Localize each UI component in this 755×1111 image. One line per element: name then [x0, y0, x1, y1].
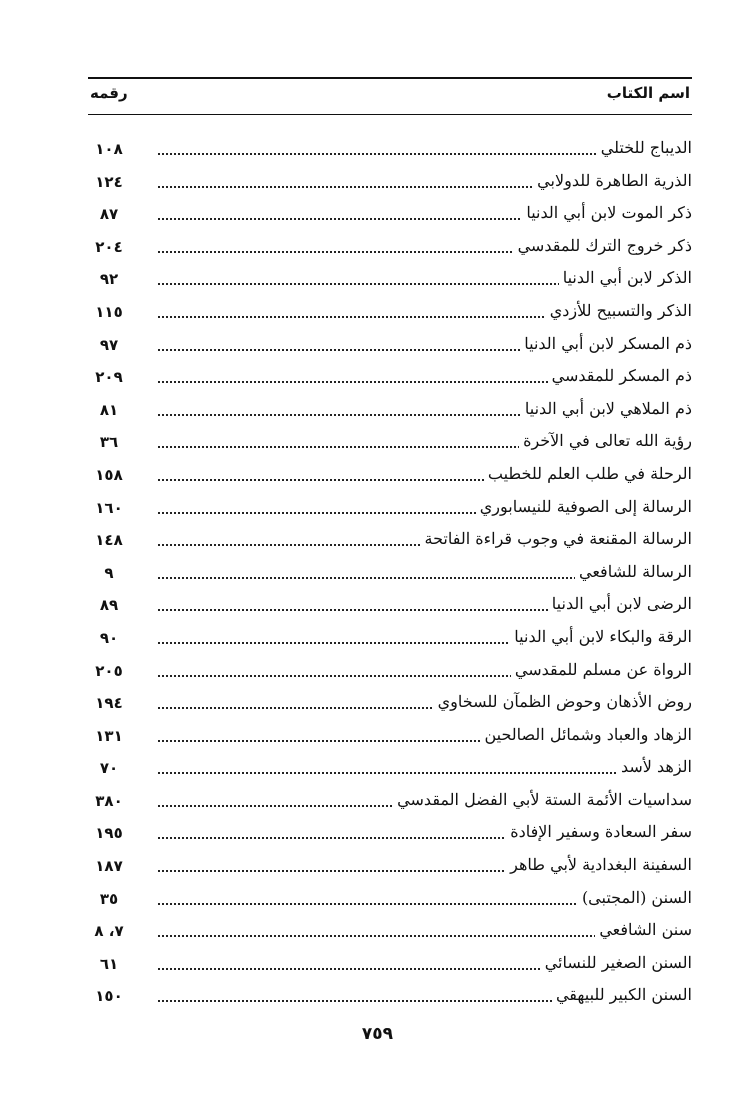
- entry-title: الرقة والبكاء لابن أبي الدنيا: [510, 627, 692, 646]
- entry-number: ٨٧: [88, 205, 130, 223]
- index-entry: [88, 590, 692, 623]
- entry-title: الذكر لابن أبي الدنيا: [559, 268, 692, 287]
- index-entry: [88, 330, 692, 363]
- entry-title: ذكر خروج الترك للمقدسي: [514, 236, 692, 255]
- book-index-list: [88, 134, 692, 1014]
- entry-title: الذكر والتسبيح للأزدي: [546, 301, 692, 320]
- index-entry: [88, 558, 692, 591]
- entry-number: ١٩٤: [88, 694, 130, 712]
- entry-number: ٩٠: [88, 629, 130, 647]
- index-entry: [88, 362, 692, 395]
- entry-title: روض الأذهان وحوض الظمآن للسخاوي: [434, 692, 692, 711]
- index-entry: [88, 656, 692, 689]
- entry-title: الذرية الطاهرة للدولابي: [533, 171, 692, 190]
- entry-number: ١٥٠: [88, 987, 130, 1005]
- entry-number: ٩٧: [88, 336, 130, 354]
- entry-number: ١٤٨: [88, 531, 130, 549]
- index-entry: [88, 167, 692, 200]
- entry-title: الرسالة المقنعة في وجوب قراءة الفاتحة: [420, 529, 692, 548]
- entry-number: ١٥٨: [88, 466, 130, 484]
- index-entry: [88, 721, 692, 754]
- index-entry: [88, 851, 692, 884]
- entry-number: ١٣١: [88, 727, 130, 745]
- entry-title: سفر السعادة وسفير الإفادة: [506, 822, 692, 841]
- entry-number: ١٩٥: [88, 824, 130, 842]
- index-entry: [88, 884, 692, 917]
- book-title-column-heading: اسم الكتاب: [606, 84, 690, 102]
- entry-title: ذم المسكر للمقدسي: [548, 366, 692, 385]
- entry-title: ذم المسكر لابن أبي الدنيا: [520, 334, 692, 353]
- index-entry: [88, 264, 692, 297]
- entry-number: ١٠٨: [88, 140, 130, 158]
- index-entry: [88, 134, 692, 167]
- entry-number: ٦١: [88, 955, 130, 973]
- entry-title: الرحلة في طلب العلم للخطيب: [484, 464, 692, 483]
- index-entry: [88, 232, 692, 265]
- entry-title: الزهاد والعباد وشمائل الصالحين: [480, 725, 692, 744]
- index-entry: [88, 786, 692, 819]
- index-entry: [88, 493, 692, 526]
- entry-title: السنن (المجتبى): [578, 888, 692, 907]
- index-entry: [88, 688, 692, 721]
- entry-title: الرسالة للشافعي: [575, 562, 692, 581]
- entry-title: ذكر الموت لابن أبي الدنيا: [522, 203, 692, 222]
- entry-number: ٣٦: [88, 433, 130, 451]
- entry-title: الرضى لابن أبي الدنيا: [548, 594, 692, 613]
- index-entry: [88, 623, 692, 656]
- entry-number: ٨١: [88, 401, 130, 419]
- entry-number: ١١٥: [88, 303, 130, 321]
- index-entry: [88, 395, 692, 428]
- index-entry: [88, 753, 692, 786]
- index-entry: [88, 525, 692, 558]
- entry-title: سنن الشافعي: [595, 920, 692, 939]
- entry-number: ٧، ٨: [88, 922, 130, 940]
- entry-number: ١٢٤: [88, 173, 130, 191]
- entry-number: ٩: [88, 564, 130, 582]
- entry-number: ٣٨٠: [88, 792, 130, 810]
- table-header: [88, 82, 692, 108]
- entry-number: ٨٩: [88, 596, 130, 614]
- entry-title: السفينة البغدادية لأبي طاهر: [506, 855, 692, 874]
- index-entry: [88, 460, 692, 493]
- entry-title: السنن الكبير للبيهقي: [552, 985, 692, 1004]
- header-top-rule: [88, 77, 692, 79]
- entry-number: ٣٥: [88, 890, 130, 908]
- index-entry: [88, 949, 692, 982]
- entry-title: ذم الملاهي لابن أبي الدنيا: [521, 399, 692, 418]
- entry-number: ٢٠٥: [88, 662, 130, 680]
- entry-number: ٩٢: [88, 270, 130, 288]
- entry-title: السنن الصغير للنسائي: [541, 953, 692, 972]
- index-entry: [88, 427, 692, 460]
- index-entry: [88, 818, 692, 851]
- entry-title: سداسيات الأئمة الستة لأبي الفضل المقدسي: [393, 790, 692, 809]
- header-bottom-rule: [88, 114, 692, 115]
- entry-title: الرواة عن مسلم للمقدسي: [511, 660, 692, 679]
- entry-title: رؤية الله تعالى في الآخرة: [519, 431, 692, 450]
- entry-number: ٧٠: [88, 759, 130, 777]
- entry-number: ١٦٠: [88, 499, 130, 517]
- index-entry: [88, 297, 692, 330]
- index-entry: [88, 199, 692, 232]
- page-number: ٧٥٩: [361, 1024, 394, 1044]
- entry-number: ١٨٧: [88, 857, 130, 875]
- dot-leader: [158, 772, 692, 774]
- entry-title: الرسالة إلى الصوفية للنيسابوري: [476, 497, 692, 516]
- entry-title: الزهد لأسد: [617, 757, 692, 776]
- index-entry: [88, 981, 692, 1014]
- entry-title: الديباج للختلي: [597, 138, 692, 157]
- index-entry: [88, 916, 692, 949]
- number-column-heading: رقمه: [90, 84, 128, 102]
- entry-number: ٢٠٩: [88, 368, 130, 386]
- entry-number: ٢٠٤: [88, 238, 130, 256]
